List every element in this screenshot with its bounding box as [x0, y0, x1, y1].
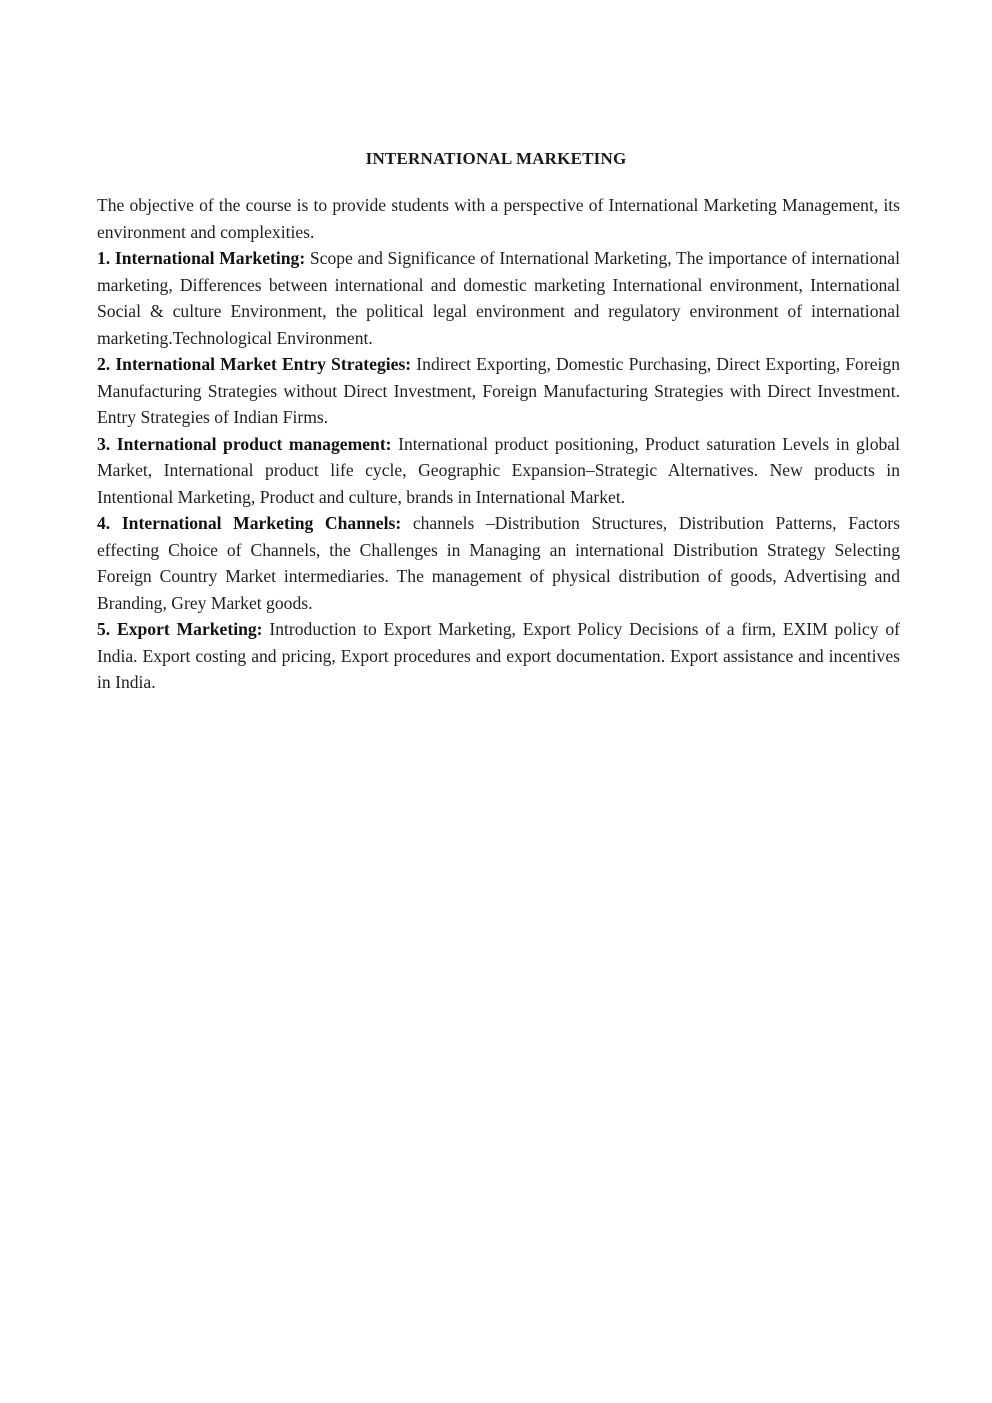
intro-paragraph: The objective of the course is to provide students with a perspective of International Marketing Management, its environment and complexities.	[97, 195, 900, 242]
section-text: International product positioning, Product saturation Levels in global Market, International product life cycle, Geographic Expansion–Strategic Alternatives. New products in Intentional Marketing, Product and culture, brands in International Market.	[97, 433, 901, 507]
section-text: channels –Distribution Structures, Distribution Patterns, Factors effecting Choice of Channels, the Challenges in Managing an international Distribution Strategy Selecting Foreign Country Market intermediaries. The management of physical distribution of goods, Advertising and Branding, Grey Market goods.	[97, 513, 900, 613]
section-label: 1. International Marketing:	[97, 248, 306, 268]
document-title: INTERNATIONAL MARKETING	[365, 149, 627, 168]
section-text: Scope and Significance of International Marketing, The importance of international marketing, Differences between international and domestic marketing International environment, International Social & culture Environment, the political legal environment and regulatory environment of international marketing.Technological Environment.	[97, 248, 900, 348]
section-label: 4. International Marketing Channels:	[97, 513, 402, 533]
section-label: 3. International product management:	[97, 433, 392, 454]
section-label: 2. International Market Entry Strategies:	[97, 354, 412, 374]
section-export-marketing	[97, 616, 900, 696]
section-label: 5. Export Marketing:	[97, 619, 263, 639]
section-text: Introduction to Export Marketing, Export Policy Decisions of a firm, EXIM policy of India. Export costing and pricing, Export procedures and export documentation. Export assistance and incentives in India.	[97, 619, 900, 692]
section-product-management	[97, 431, 900, 511]
document-body	[97, 192, 900, 696]
section-market-entry-strategies	[97, 351, 900, 431]
section-international-marketing	[97, 245, 900, 351]
section-text: Indirect Exporting, Domestic Purchasing, Direct Exporting, Foreign Manufacturing Strategies without Direct Investment, Foreign Manufacturing Strategies with Direct Investment. Entry Strategies of Indian Firms.	[97, 354, 900, 427]
section-marketing-channels	[97, 510, 900, 616]
